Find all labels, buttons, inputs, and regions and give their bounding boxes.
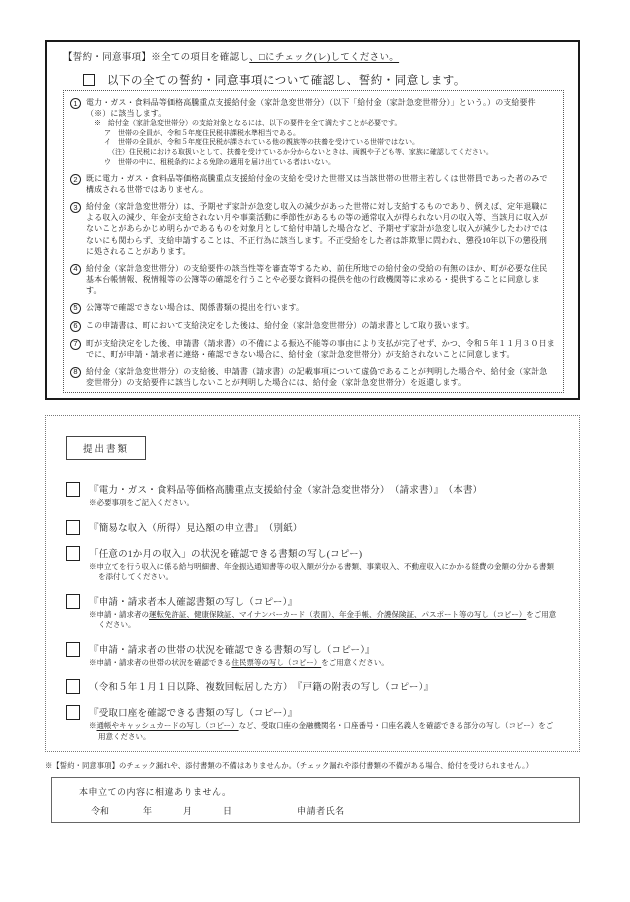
doc-item-identity-proof <box>66 594 565 631</box>
applicant-name-label: 申請者氏名 <box>297 806 345 816</box>
doc-checkbox-bank-account-proof[interactable] <box>66 705 80 720</box>
doc-note-text: ※申立てを行う収入に係る給与明細書、年金振込通知書等の収入額が分かる書類、事業収入、不動産収入にかかる経費の金額の分かる書類を添付してください。 <box>89 561 554 581</box>
pledge-item-4 <box>70 263 555 296</box>
doc-item-income-statement <box>66 520 565 535</box>
circled-number-4-icon: 4 <box>70 264 81 275</box>
pledge-heading-text: 【誓約・同意事項】※全ての項目を確認し <box>63 53 250 63</box>
doc-title: 『申請・請求者の世帯の状況を確認できる書類の写し（コピー）』 <box>89 645 375 656</box>
circled-number-7-icon: 7 <box>70 339 81 350</box>
doc-checkbox-family-register-annex[interactable] <box>66 679 80 694</box>
circled-number-1-icon: 1 <box>70 98 81 109</box>
doc-title: 『電力・ガス・食料品等価格高騰重点支援給付金（家計急変世帯分） （請求書）』 （本書） <box>89 486 483 496</box>
pledge-item-1 <box>70 97 555 167</box>
pledge-item-1-note: イ 世帯の全員が、令和５年度住民税が課されている他の親族等の扶養を受けている世帯ではない。 <box>104 138 419 147</box>
circled-number-2-icon: 2 <box>70 174 81 185</box>
signature-section <box>51 777 580 823</box>
pledge-item-8-text: 給付金（家計急変世帯分）の支給後、申請書（請求書）の記載事項について虚偽であることが判明した場合や、給付金（家計急変世帯分）の支給要件に該当しないことが判明した場合には、給付金（家計急変世帯分）を返還します。 <box>86 366 548 387</box>
doc-note <box>89 498 482 509</box>
pledge-item-1-note: ※ 給付金（家計急変世帯分）の支給対象となるには、以下の要件を全て満たすことが必要です。 <box>94 119 402 128</box>
pledge-item-7 <box>70 338 555 360</box>
day-label: 日 <box>223 806 233 816</box>
doc-checkbox-monthly-income-proof[interactable] <box>66 546 80 561</box>
doc-title: （令和５年１月１日以降、複数回転居した方） 『戸籍の附表の写し（コピー）』 <box>89 683 434 693</box>
agree-all-checkbox[interactable] <box>83 74 95 86</box>
submission-documents-section <box>45 415 580 752</box>
pledge-item-8 <box>70 366 555 388</box>
doc-note <box>89 721 559 742</box>
pledge-item-3 <box>70 201 555 256</box>
pledge-item-5 <box>70 302 555 314</box>
pledge-heading-underlined-text: 、□にチェック(レ)してください。 <box>249 53 400 63</box>
doc-note-text: ※ <box>89 721 97 730</box>
doc-title: 『簡易な収入（所得）見込額の申立書』 （別紙） <box>89 523 303 534</box>
pledge-item-1-note: （注）住民税における取扱いとして、扶養を受けているか分からないときは、両親や子ども等、家族に確認してください。 <box>108 148 493 157</box>
pledge-item-6 <box>70 320 555 332</box>
pledge-item-3-text: 給付金（家計急変世帯分）は、予期せず家計が急変し収入の減少があった世帯に対し支給するものであり、例えば、定年退職による収入の減少、年金が支給されない月や事業活動に季節性があるもの等の通常収入が得られない月の収入等、当該月に収入がないことがあらかじめ明らかであるものを対象月として給付申請した場合など、予期せず家計が急変し収入が減少したわけではないにも関わらず、支給申請することは、不正行為に該当します。不正受給をした者は詐欺罪に問われ、懲役10年以下の懲役刑に処されることがあります。 <box>86 202 548 256</box>
signature-statement: 本申立ての内容に相違ありません。 <box>79 787 232 797</box>
doc-title: 「任意の1か月の収入」の状況を確認できる書類の写し(コピー) <box>89 549 363 560</box>
doc-item-family-register-annex <box>66 679 565 694</box>
pledge-items-box <box>63 90 564 393</box>
doc-item-bank-account-proof <box>66 705 565 742</box>
doc-checkbox-identity-proof[interactable] <box>66 594 80 609</box>
doc-note <box>89 610 559 631</box>
pledge-item-2 <box>70 173 555 195</box>
check-reminder-note: ※【誓約・同意事項】のチェック漏れや、添付書類の不備はありませんか。（チェック漏れや添付書類の不備がある場合、給付を受けられません。） <box>45 761 534 770</box>
doc-note <box>89 562 559 583</box>
doc-item-household-proof <box>66 642 565 669</box>
agree-all-label: 以下の全ての誓約・同意事項について確認し、誓約・同意します。 <box>107 75 466 87</box>
doc-note-text: をご用意ください。 <box>321 657 389 667</box>
circled-number-8-icon: 8 <box>70 367 81 378</box>
agree-all-row <box>83 72 578 88</box>
doc-note-text: ※申請・請求者の世帯の状況を確認できる <box>89 657 232 667</box>
doc-title: 『受取口座を確認できる書類の写し（コピー）』 <box>89 709 298 719</box>
submission-documents-title: 提出書類 <box>66 436 146 460</box>
pledge-item-1-note: ア 世帯の全員が、令和５年度住民税非課税水準相当である。 <box>104 128 300 137</box>
month-label: 月 <box>183 806 193 816</box>
pledge-item-4-text: 給付金（家計急変世帯分）の支給要件の該当性等を審査等するため、前住所地での給付金の受給の有無のほか、町が必要な住民基本台帳情報、税情報等の公簿等の確認を行うことや必要な資料の提供を他の行政機関等に求める・提供することに同意します。 <box>86 263 548 295</box>
doc-note <box>89 658 389 669</box>
year-label: 年 <box>143 806 153 816</box>
doc-note-text: をご用意ください。 <box>98 609 557 629</box>
doc-note-text: など、受取口座の金融機関名・口座番号・口座名義人を確認できる部分の写し（コピー）をご用意ください。 <box>98 721 554 741</box>
pledge-item-2-text: 既に電力・ガス・食料品等価格高騰重点支援給付金の支給を受けた世帯又は当該世帯の世帯主若しくは世帯員であった者のみで構成される世帯ではありません。 <box>86 174 548 195</box>
doc-checkbox-income-statement[interactable] <box>66 520 80 535</box>
doc-note-text: ※必要事項をご記入ください。 <box>89 498 194 507</box>
doc-checkbox-household-proof[interactable] <box>66 642 80 657</box>
pledge-item-1-text: 電力・ガス・食料品等価格高騰重点支援給付金（家計急変世帯分）（以下「給付金（家計急変世帯分）」という。）の支給要件（※）に該当します。 <box>86 98 536 119</box>
signature-date-row <box>91 804 579 817</box>
doc-item-monthly-income-proof <box>66 546 565 583</box>
circled-number-3-icon: 3 <box>70 202 81 213</box>
circled-number-6-icon: 6 <box>70 321 81 332</box>
pledge-item-1-note: ウ 世帯の中に、租税条約による免除の適用を届け出ている者はいない。 <box>104 157 335 166</box>
doc-note-text: ※申請・請求者の <box>89 609 149 619</box>
doc-title: 『申請・請求者本人確認書類の写し（コピー）』 <box>89 597 298 608</box>
pledge-agreement-section <box>45 40 580 400</box>
pledge-item-7-text: 町が支給決定をした後、申請書（請求書）の不備による振込不能等の事由により支払が完了せず、かつ、令和５年１１月３０日までに、町が申請・請求者に連絡・確認できない場合に、給付金（家計急変世帯分）が支給されないことに同意します。 <box>86 338 555 359</box>
doc-note-underlined-text: 運転免許証、健康保険証、マイナンバーカード（表面）、年金手帳、介護保険証、パスポート等の写し（コピー） <box>149 609 527 619</box>
pledge-item-5-text: 公簿等で確認できない場合は、関係書類の提出を行います。 <box>86 302 305 312</box>
era-label: 令和 <box>91 806 110 816</box>
pledge-item-6-text: この申請書は、町において支給決定をした後は、給付金（家計急変世帯分）の請求書として取り扱います。 <box>86 320 475 330</box>
circled-number-5-icon: 5 <box>70 303 81 314</box>
doc-item-claim-form <box>66 482 565 509</box>
doc-note-underlined-text: 通帳やキャッシュカードの写し（コピー） <box>96 721 239 730</box>
doc-checkbox-claim-form[interactable] <box>66 482 80 497</box>
pledge-section-heading <box>63 49 578 63</box>
doc-note-underlined-text: 住民票等の写し（コピー） <box>231 657 322 667</box>
